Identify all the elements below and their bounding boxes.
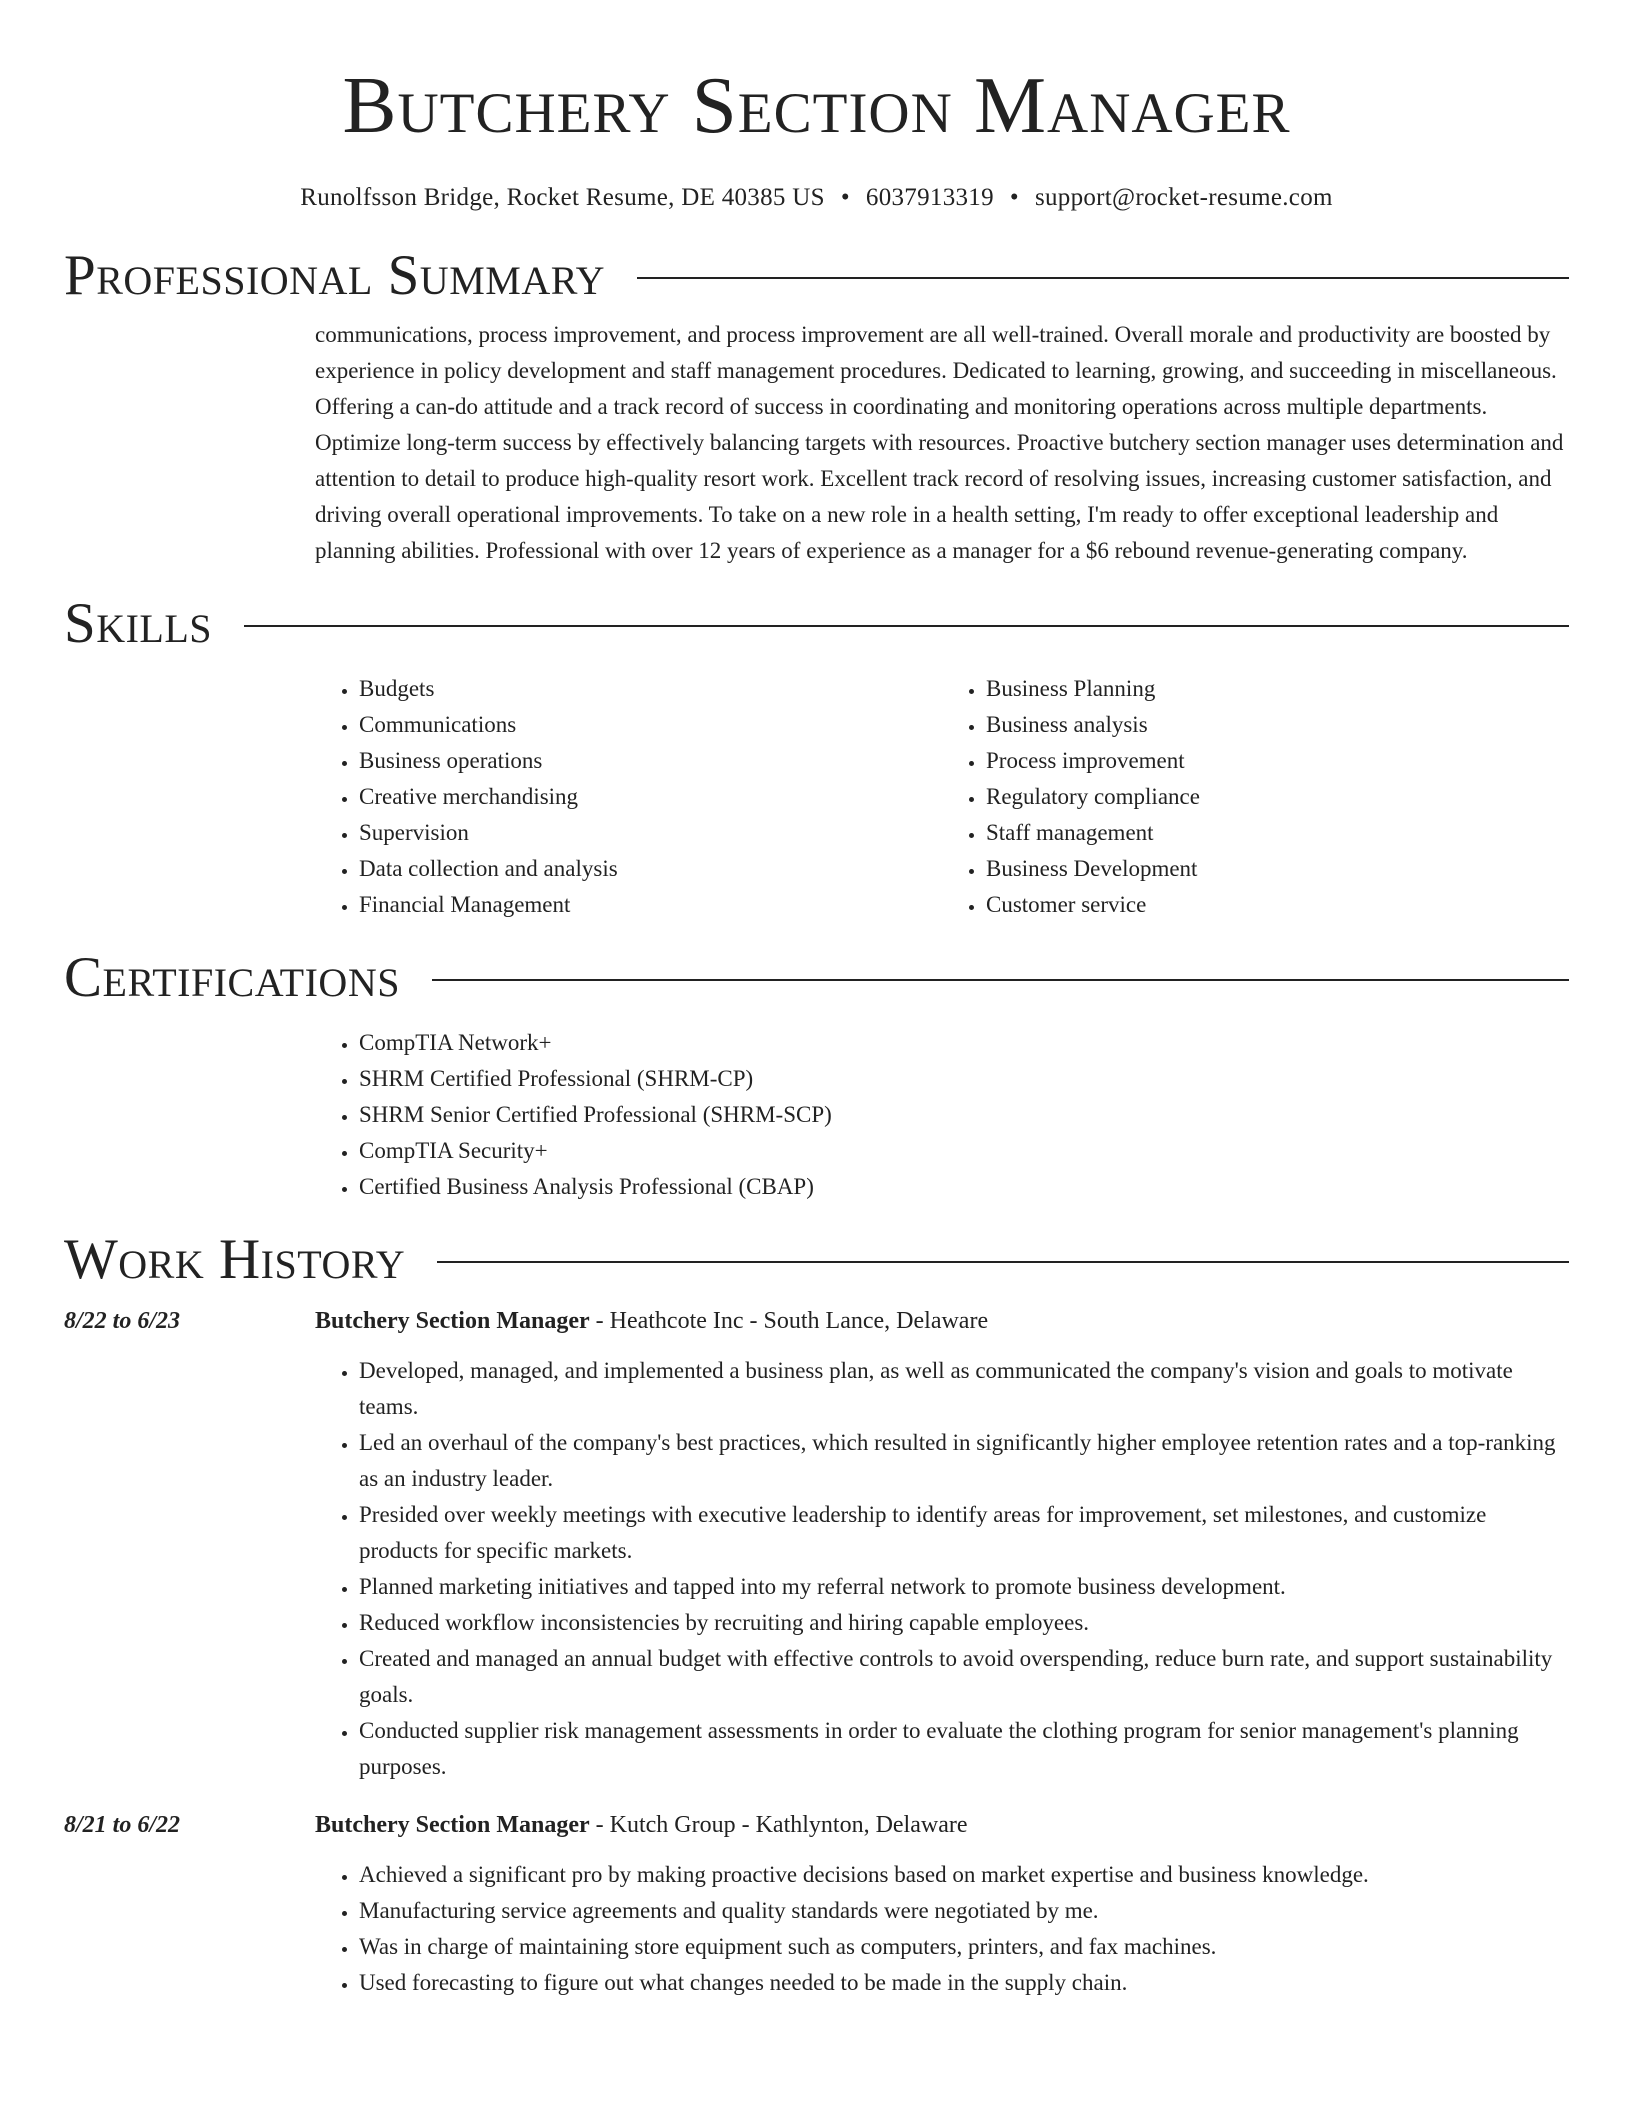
job-bullet: • Created and managed an annual budget with effective controls to avoid overspending, reduce burn rate, and support sustainability goals. [359, 1641, 1569, 1713]
skills-list-right [942, 671, 1569, 923]
job-bullet-list [315, 1857, 1569, 2001]
summary-text: communications, process improvement, and process improvement are all well-trained. Overall morale and productivity are boosted by experience in policy development and staff management procedures. Dedicated to learning, growing, and succeeding in miscellaneous. Offering a can-do attitude and a track record of success in coordinating and monitoring operations across multiple departments. Optimize long-term success by effectively balancing targets with resources. Proactive butchery section manager uses determination and attention to detail to produce high-quality resort work. Excellent track record of resolving issues, increasing customer satisfaction, and driving overall operational improvements. To take on a new role in a health setting, I'm ready to offer exceptional leadership and planning abilities. Professional with over 12 years of experience as a manager for a $6 rebound revenue-generating company. [315, 322, 1564, 563]
email-link[interactable]: support@rocket-resume.com [1034, 184, 1333, 211]
skills-title: Skills [64, 592, 213, 655]
skill-item: • Supervision [359, 815, 942, 851]
job-dates: 8/21 to 6/22 [64, 1812, 181, 1838]
separator-dot: • [840, 184, 850, 211]
skill-item: • Process improvement [986, 743, 1569, 779]
resume-page [64, 0, 1569, 2001]
job-bullet: • Planned marketing initiatives and tapped into my referral network to promote business development. [359, 1569, 1569, 1605]
section-divider [637, 277, 1569, 279]
job-header-row [64, 1807, 1569, 1843]
job-title: Butchery Section Manager [315, 1308, 590, 1334]
separator-dot: • [1009, 184, 1019, 211]
summary-body [315, 317, 1569, 569]
certification-item: • Certified Business Analysis Professional (CBAP) [359, 1169, 1569, 1205]
job-dates: 8/22 to 6/23 [64, 1308, 181, 1334]
candidate-name: Butchery Section Manager [342, 60, 1291, 150]
skill-item: • Communications [359, 707, 942, 743]
skill-item: • Business Planning [986, 671, 1569, 707]
job-bullet: • Led an overhaul of the company's best practices, which resulted in significantly higher employee retention rates and a top-ranking as an industry leader. [359, 1425, 1569, 1497]
phone: 6037913319 [865, 184, 994, 211]
contact-line [64, 183, 1569, 213]
job-title: Butchery Section Manager [315, 1812, 590, 1838]
skill-item: • Data collection and analysis [359, 851, 942, 887]
work-title: Work History [64, 1228, 406, 1291]
skill-item: • Budgets [359, 671, 942, 707]
section-divider [244, 625, 1569, 627]
skills-section-header [64, 593, 1569, 655]
job-entry [64, 1303, 1569, 1785]
job-entry [64, 1807, 1569, 2001]
job-bullet: • Presided over weekly meetings with executive leadership to identify areas for improvement, set milestones, and customize products for specific markets. [359, 1497, 1569, 1569]
skills-list-left [315, 671, 942, 923]
job-header [315, 1303, 988, 1339]
work-section-header [64, 1229, 1569, 1291]
job-bullet: • Reduced workflow inconsistencies by recruiting and hiring capable employees. [359, 1605, 1569, 1641]
skill-item: • Business operations [359, 743, 942, 779]
job-company-location: - Kutch Group - Kathlynton, Delaware [589, 1812, 968, 1838]
certification-item: • SHRM Senior Certified Professional (SHRM-SCP) [359, 1097, 1569, 1133]
skill-item: • Business analysis [986, 707, 1569, 743]
summary-section-header [64, 245, 1569, 307]
job-bullet: • Conducted supplier risk management assessments in order to evaluate the clothing program for senior management's planning purposes. [359, 1713, 1569, 1785]
skill-item: • Financial Management [359, 887, 942, 923]
work-history-list [64, 1303, 1569, 2001]
job-header [315, 1807, 968, 1843]
section-divider [437, 1261, 1569, 1263]
certifications-list [315, 1025, 1569, 1205]
job-header-row [64, 1303, 1569, 1339]
certification-item: • CompTIA Security+ [359, 1133, 1569, 1169]
certifications-title: Certifications [64, 946, 400, 1009]
skills-columns [315, 671, 1569, 923]
certifications-body [315, 1025, 1569, 1205]
section-divider [432, 979, 1569, 981]
certification-item: • CompTIA Network+ [359, 1025, 1569, 1061]
skill-item: • Staff management [986, 815, 1569, 851]
certifications-section-header [64, 947, 1569, 1009]
job-bullet: • Used forecasting to figure out what changes needed to be made in the supply chain. [359, 1965, 1569, 2001]
job-company-location: - Heathcote Inc - South Lance, Delaware [589, 1308, 989, 1334]
job-bullet-list [315, 1353, 1569, 1785]
skill-item: • Creative merchandising [359, 779, 942, 815]
skill-item: • Business Development [986, 851, 1569, 887]
job-bullet: • Manufacturing service agreements and quality standards were negotiated by me. [359, 1893, 1569, 1929]
certification-item: • SHRM Certified Professional (SHRM-CP) [359, 1061, 1569, 1097]
address: Runolfsson Bridge, Rocket Resume, DE 40385 US [300, 184, 825, 211]
job-bullets [315, 1353, 1569, 1785]
job-bullet: • Developed, managed, and implemented a business plan, as well as communicated the company's vision and goals to motivate teams. [359, 1353, 1569, 1425]
job-bullet: • Achieved a significant pro by making proactive decisions based on market expertise and business knowledge. [359, 1857, 1569, 1893]
job-bullet: • Was in charge of maintaining store equipment such as computers, printers, and fax machines. [359, 1929, 1569, 1965]
skill-item: • Customer service [986, 887, 1569, 923]
skill-item: • Regulatory compliance [986, 779, 1569, 815]
summary-title: Professional Summary [64, 244, 606, 307]
job-bullets [315, 1857, 1569, 2001]
